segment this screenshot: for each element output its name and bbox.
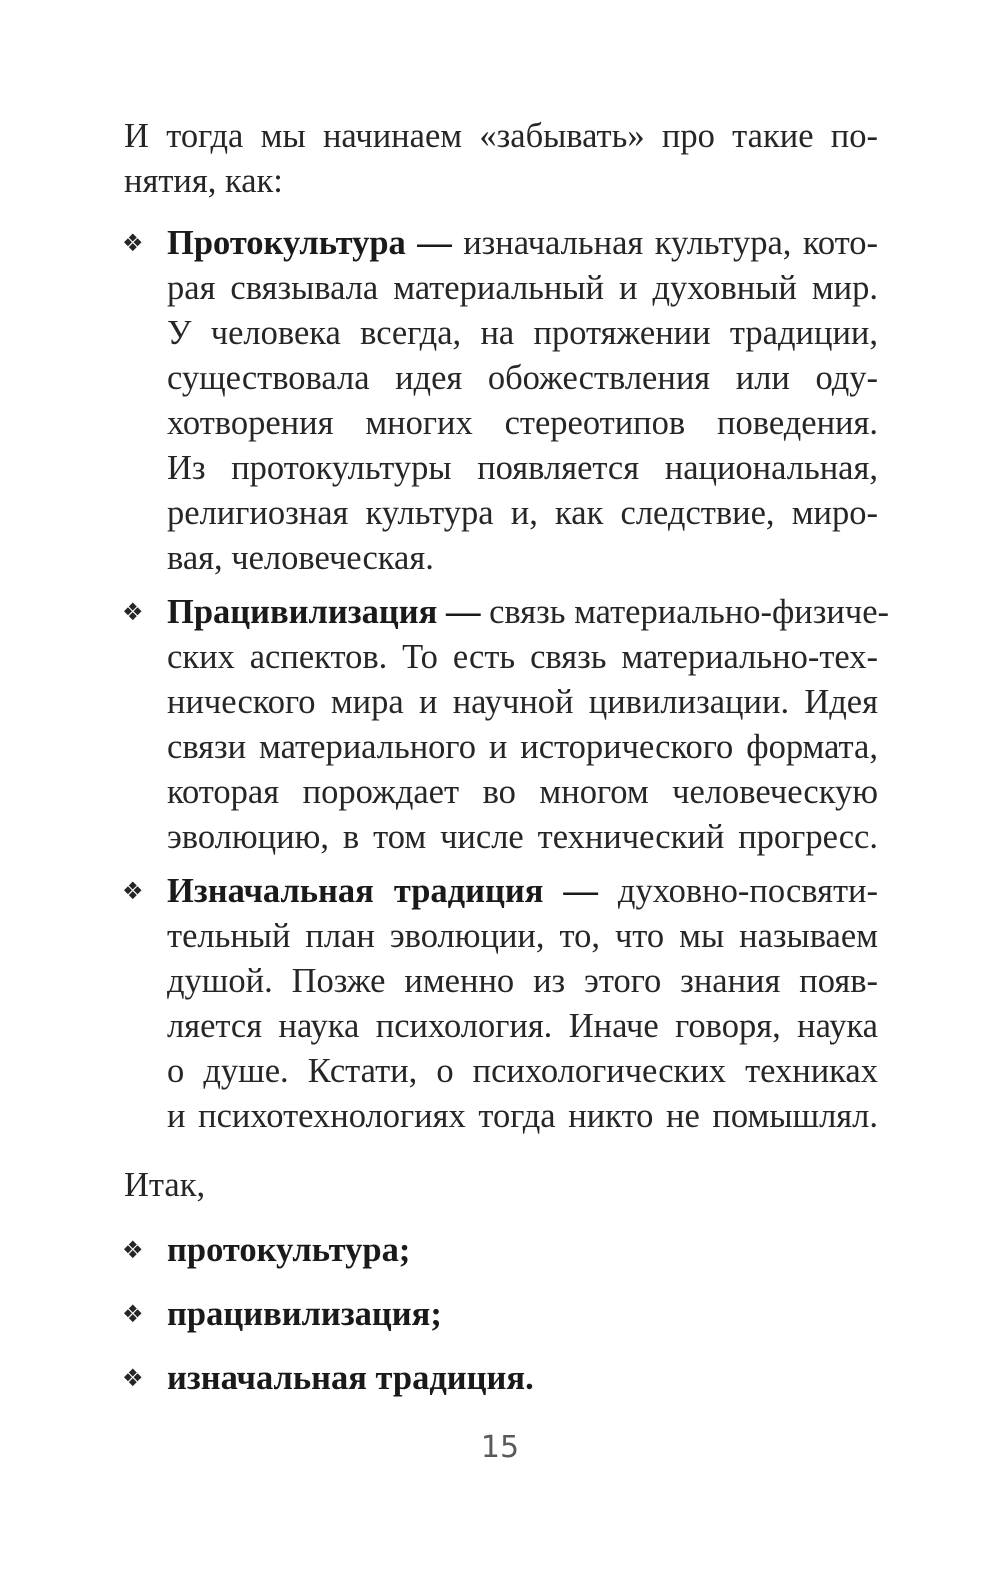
text-column bbox=[122, 0, 890, 1571]
definition-line: нического мира и научной цивилизации. Идея bbox=[167, 683, 878, 721]
page-number: 15 bbox=[480, 1430, 520, 1465]
definition-start: духовно-посвяти- bbox=[617, 872, 879, 910]
definition-line: и психотехнологиях тогда никто не помышлял. bbox=[167, 1097, 878, 1135]
term-protoculture: Протокультура bbox=[167, 224, 406, 262]
term-primordial-tradition: Изначальная традиция bbox=[167, 872, 544, 910]
definition-line: хотворения многих стереотипов поведения. bbox=[167, 404, 878, 442]
definition-line: рая связывала материальный и духовный мир. bbox=[167, 269, 878, 307]
definition-line: религиозная культура и, как следствие, миро- bbox=[167, 494, 878, 532]
intro-line-2: нятия, как: bbox=[124, 162, 283, 200]
definition-line: ских аспектов. То есть связь материально-тех- bbox=[167, 638, 878, 676]
definition-line: Из протокультуры появляется национальная, bbox=[167, 449, 878, 487]
bullet-diamond-icon: ❖ bbox=[122, 598, 144, 626]
summary-lead: Итак, bbox=[124, 1166, 206, 1204]
definition-line: ляется наука психология. Иначе говоря, наука bbox=[167, 1007, 878, 1045]
list-item-1-first-line bbox=[167, 221, 878, 265]
bullet-diamond-icon: ❖ bbox=[122, 877, 144, 905]
definition-line: тельный план эволюции, то, что мы называем bbox=[167, 917, 878, 955]
summary-item bbox=[167, 1292, 442, 1336]
list-item-2-first-line bbox=[167, 590, 890, 634]
summary-term: протокультура; bbox=[167, 1231, 411, 1269]
intro-line-1: И тогда мы начинаем «забывать» про такие по- bbox=[124, 117, 878, 155]
definition-start: связь материально-физиче- bbox=[489, 593, 890, 631]
definition-line: существовала идея обожествления или оду- bbox=[167, 359, 878, 397]
definition-start: изначальная культура, кото- bbox=[463, 224, 879, 262]
bullet-diamond-icon: ❖ bbox=[122, 229, 144, 257]
definition-line: о душе. Кстати, о психологических техниках bbox=[167, 1052, 878, 1090]
bullet-diamond-icon: ❖ bbox=[122, 1236, 144, 1264]
term-pracivilization: Працивилизация bbox=[167, 593, 438, 631]
definition-line: вая, человеческая. bbox=[167, 539, 434, 577]
bullet-diamond-icon: ❖ bbox=[122, 1300, 144, 1328]
summary-item bbox=[167, 1356, 534, 1400]
term-dash: — bbox=[543, 872, 618, 910]
definition-line: которая порождает во многом человеческую bbox=[167, 773, 878, 811]
bullet-diamond-icon: ❖ bbox=[122, 1364, 144, 1392]
term-dash: — bbox=[405, 224, 464, 262]
summary-term: працивилизация; bbox=[167, 1295, 442, 1333]
definition-line: душой. Позже именно из этого знания появ- bbox=[167, 962, 878, 1000]
summary-item bbox=[167, 1228, 410, 1272]
summary-term: изначальная традиция. bbox=[167, 1359, 534, 1397]
list-item-3-first-line bbox=[167, 869, 878, 913]
term-dash: — bbox=[437, 593, 490, 631]
definition-line: эволюцию, в том числе технический прогресс. bbox=[167, 818, 878, 856]
definition-line: У человека всегда, на протяжении традиции, bbox=[167, 314, 878, 352]
definition-line: связи материального и исторического формата, bbox=[167, 728, 878, 766]
